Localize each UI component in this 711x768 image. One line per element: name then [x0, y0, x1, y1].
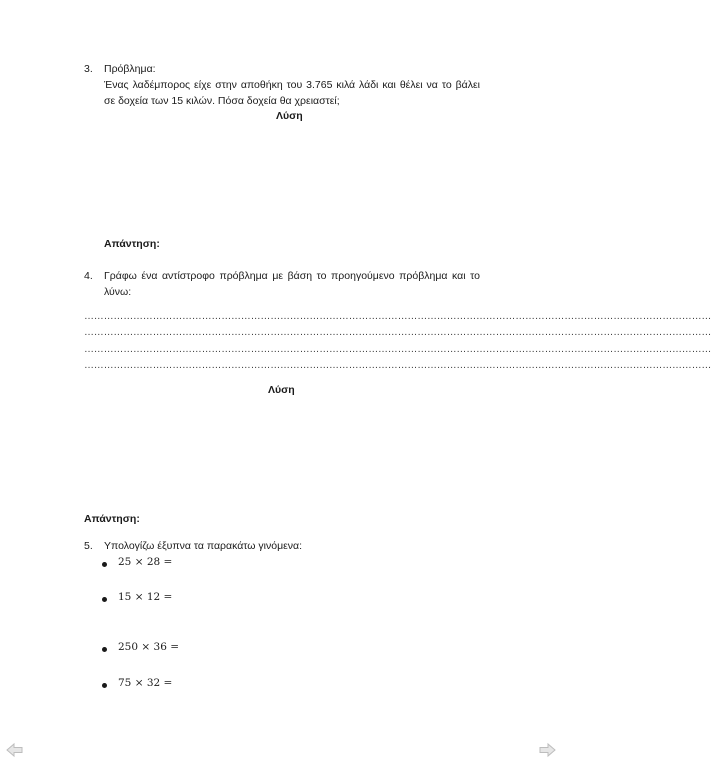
left-arrow-icon[interactable]	[6, 743, 24, 757]
problem-5-number: 5.	[84, 540, 93, 552]
product-item-4: 75 × 32 =	[118, 677, 173, 689]
dotted-answer-line-2: …………………………………………………………………………………………………………………………………………………………………………	[84, 327, 711, 338]
problem-4-answer-label: Απάντηση:	[84, 513, 140, 525]
product-item-3: 250 × 36 =	[118, 641, 180, 653]
problem-3-solution-label: Λύση	[276, 110, 303, 122]
dotted-answer-line-1: …………………………………………………………………………………………………………………………………………………………………………	[84, 311, 711, 322]
product-item-2: 15 × 12 =	[118, 591, 173, 603]
problem-5-instruction: Υπολογίζω έξυπνα τα παρακάτω γινόμενα:	[104, 540, 303, 552]
problem-4-text-line-1: Γράφω ένα αντίστροφο πρόβλημα με βάση το προηγούμενο πρόβλημα και το	[104, 270, 480, 282]
dotted-answer-line-3: …………………………………………………………………………………………………………………………………………………………………………	[84, 344, 711, 355]
product-item-1: 25 × 28 =	[118, 556, 173, 568]
problem-3-heading: Πρόβλημα:	[104, 63, 156, 75]
problem-4-number: 4.	[84, 270, 93, 282]
bullet	[102, 562, 107, 567]
problem-4-text-line-2: λύνω:	[104, 286, 132, 298]
problem-3-answer-label: Απάντηση:	[104, 238, 160, 250]
bullet	[102, 683, 107, 688]
problem-3-text-line-2: σε δοχεία των 15 κιλών. Πόσα δοχεία θα χρειαστεί;	[104, 95, 340, 107]
dotted-answer-line-4: …………………………………………………………………………………………………………………………………………………………………………	[84, 360, 711, 371]
problem-4-solution-label: Λύση	[268, 384, 295, 396]
problem-3-number: 3.	[84, 63, 93, 75]
bullet	[102, 647, 107, 652]
bullet	[102, 597, 107, 602]
problem-3-text-line-1: Ένας λαδέμπορος είχε στην αποθήκη του 3.765 κιλά λάδι και θέλει να το βάλει	[104, 79, 480, 91]
right-arrow-icon[interactable]	[538, 743, 556, 757]
